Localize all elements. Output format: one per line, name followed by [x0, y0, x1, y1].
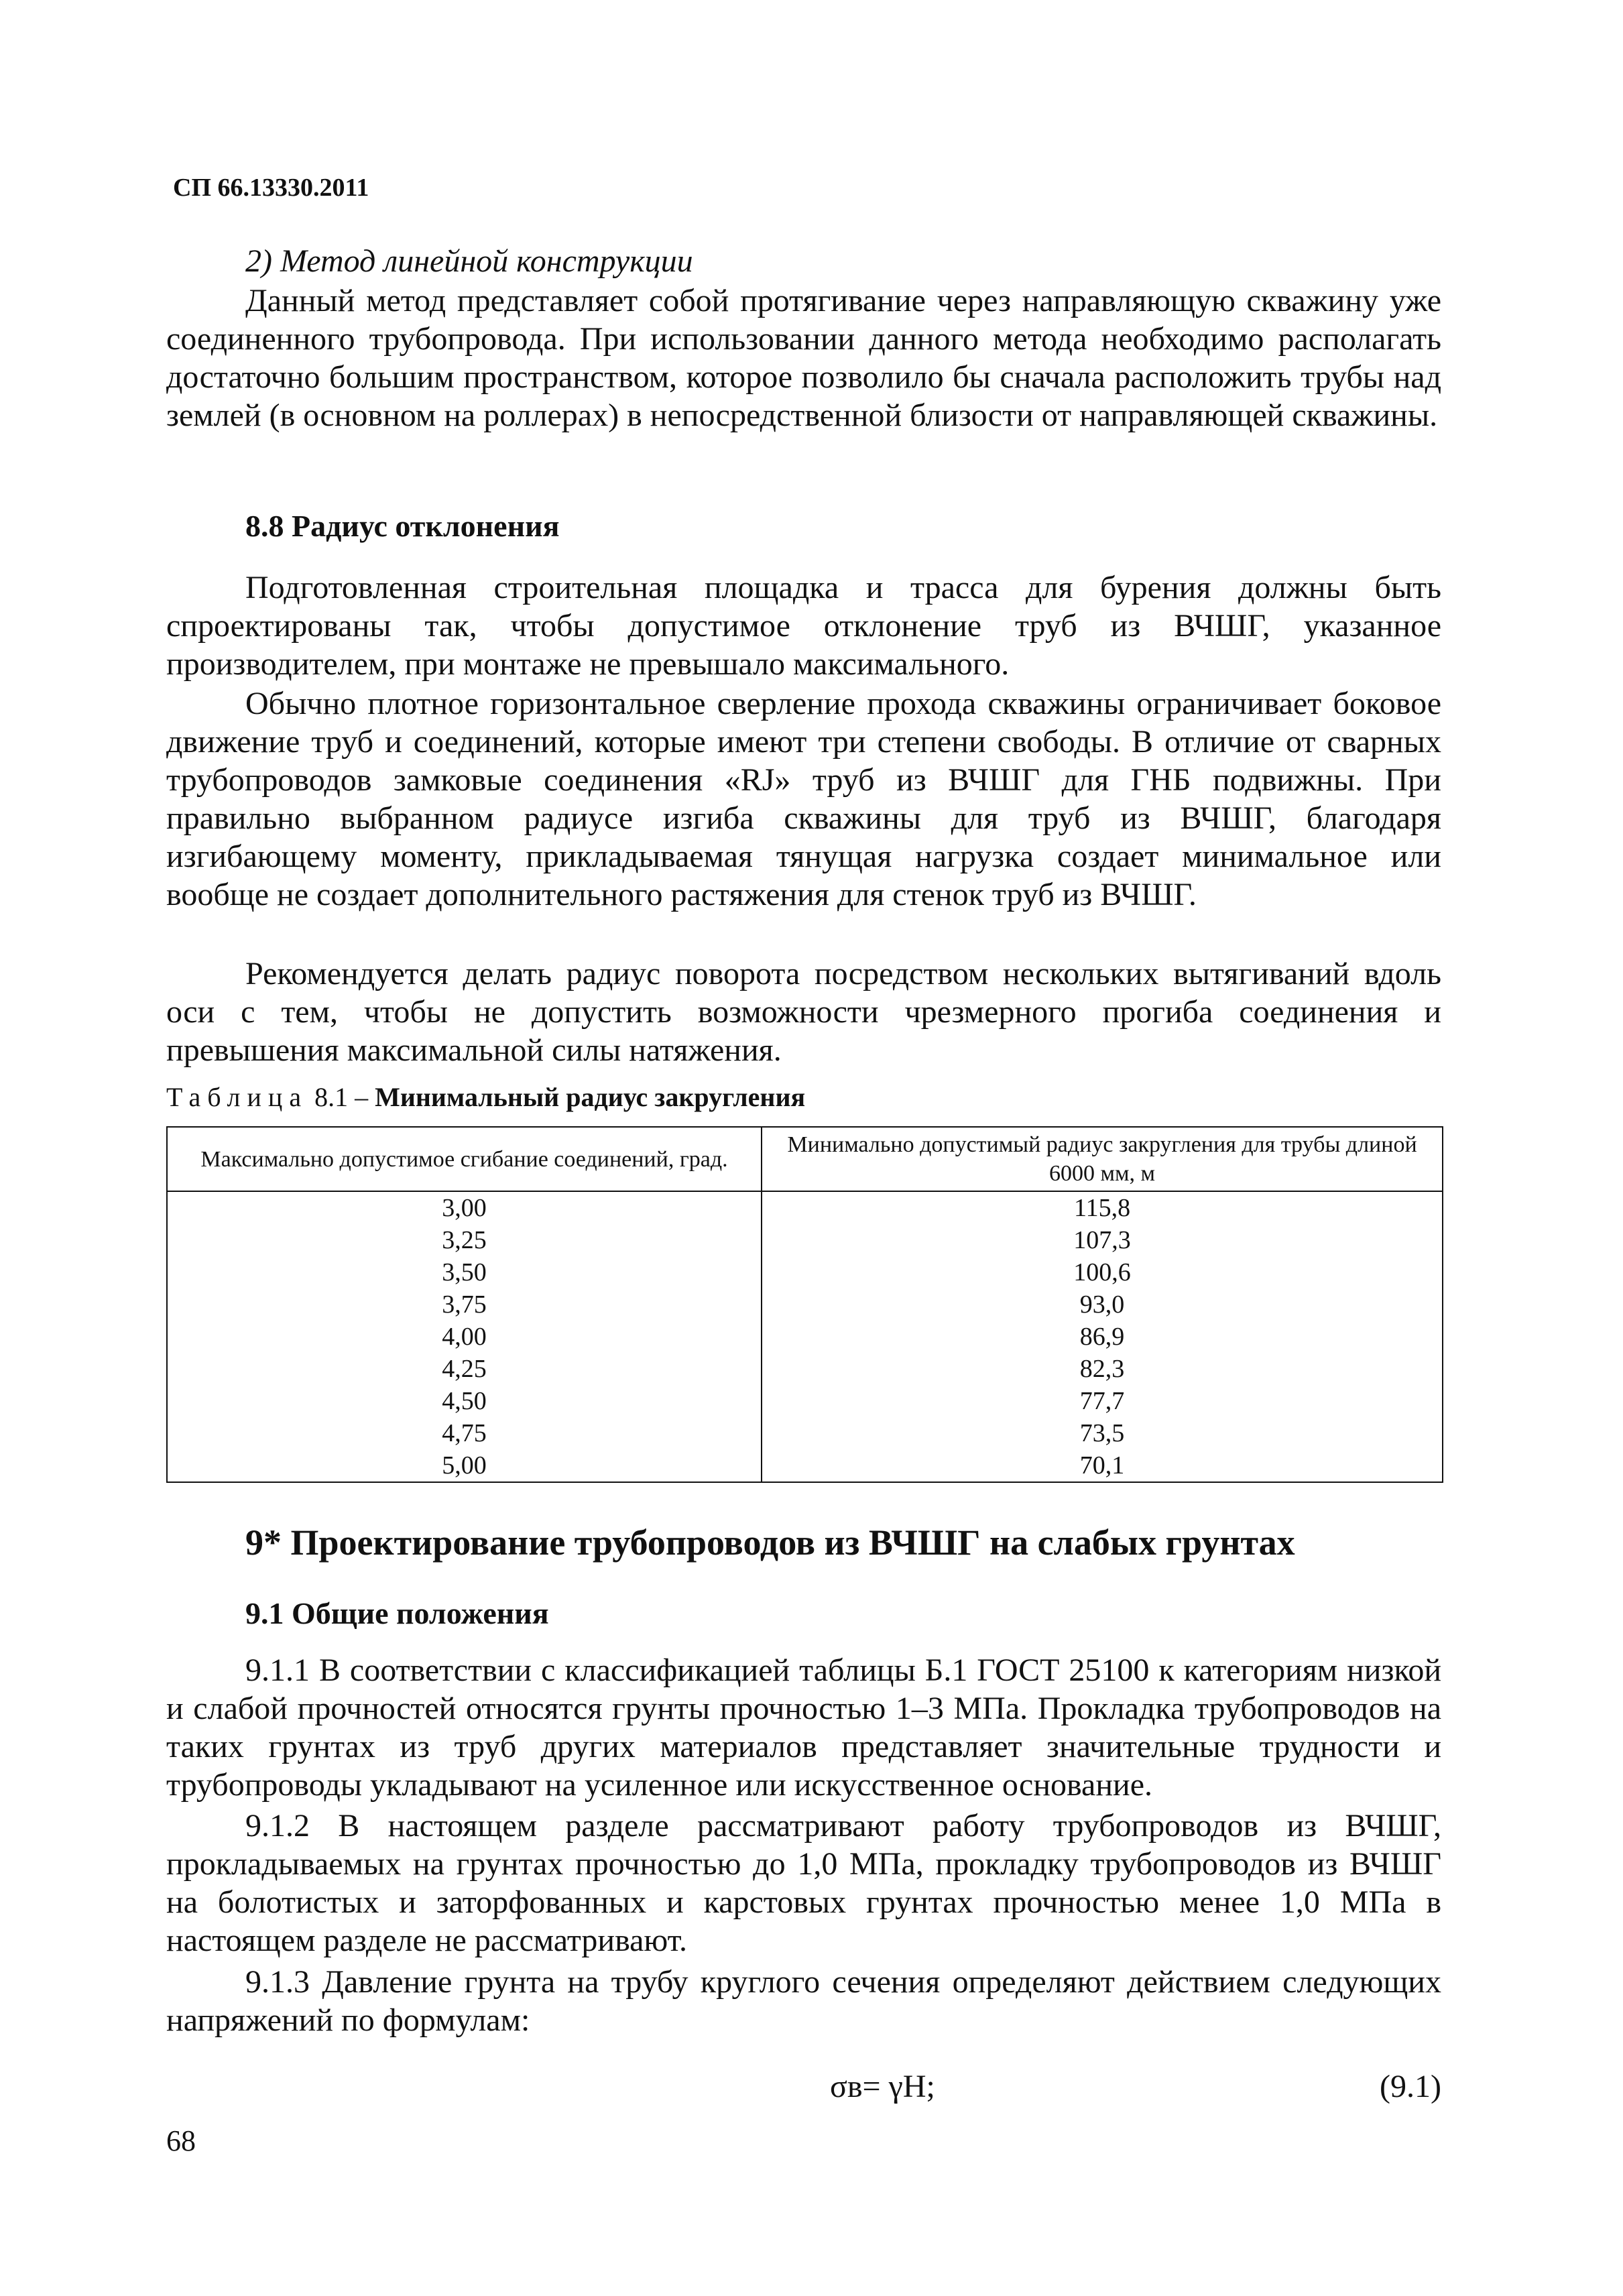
table-row: [167, 1353, 1443, 1385]
table-row: [167, 1191, 1443, 1224]
paragraph-linear-method: Данный метод представляет собой протягивание через направляющую скважину уже соединенного трубопровода. При использовании данного метода необходимо располагать достаточно большим пространством, которое позволило бы сначала расположить трубы над землей (в основном на роллерах) в непосредственной близости от направляющей скважины.: [166, 283, 1441, 433]
cell-bend: 4,75: [167, 1417, 762, 1449]
paragraph-9-1-3: 9.1.3 Давление грунта на трубу круглого сечения определяют действием следующих напряжений по формулам:: [166, 1964, 1441, 2038]
table-header-row: [167, 1127, 1443, 1191]
table-caption: [166, 1081, 805, 1113]
cell-radius: 115,8: [762, 1191, 1443, 1224]
table-row: [167, 1321, 1443, 1353]
table-caption-number: 8.1 –: [308, 1082, 375, 1112]
cell-radius: 73,5: [762, 1417, 1443, 1449]
paragraph-9-1-2: 9.1.2 В настоящем разделе рассматривают работу трубопроводов из ВЧШГ, прокладываемых на грунтах прочностью до 1,0 МПа, прокладку трубопроводов из ВЧШГ на болотистых и заторфованных и карстовых грунтах прочностью менее 1,0 МПа в настоящем разделе не рассматривают.: [166, 1808, 1441, 1958]
table-row: [167, 1385, 1443, 1417]
paragraph-9-1-1: 9.1.1 В соответствии с классификацией таблицы Б.1 ГОСТ 25100 к категориям низкой и слабой прочностей относятся грунты прочностью 1–3 МПа. Прокладка трубопроводов на таких грунтах из труб других материалов представляет значительные трудности и трубопроводы укладывают на усиленное или искусственное основание.: [166, 1652, 1441, 1803]
paragraph-8-8-3: Рекомендуется делать радиус поворота посредством нескольких вытягиваний вдоль оси с тем, чтобы не допустить возможности чрезмерного прогиба соединения и превышения максимальной силы натяжения.: [166, 956, 1441, 1068]
cell-radius: 107,3: [762, 1224, 1443, 1256]
cell-radius: 100,6: [762, 1256, 1443, 1288]
page-number: 68: [166, 2124, 196, 2157]
table-row: [167, 1449, 1443, 1482]
table-caption-title: Минимальный радиус закругления: [375, 1082, 806, 1112]
table-caption-prefix: Таблица: [166, 1082, 308, 1112]
cell-bend: 4,25: [167, 1353, 762, 1385]
radius-table: [166, 1126, 1443, 1483]
column-header-bend: Максимально допустимое сгибание соединений, град.: [167, 1127, 762, 1191]
cell-radius: 93,0: [762, 1288, 1443, 1321]
cell-bend: 3,25: [167, 1224, 762, 1256]
paragraph-8-8-2: Обычно плотное горизонтальное сверление прохода скважины ограничивает боковое движение труб и соединений, которые имеют три степени свободы. В отличие от сварных трубопроводов замковые соединения «RJ» труб из ВЧШГ для ГНБ подвижны. При правильно выбранном радиусе изгиба скважины для труб из ВЧШГ, благодаря изгибающему моменту, прикладываемая тянущая нагрузка создает минимальное или вообще не создает дополнительного растяжения для стенок труб из ВЧШГ.: [166, 686, 1441, 912]
paragraph-8-8-1: Подготовленная строительная площадка и трасса для бурения должны быть спроектированы так, чтобы допустимое отклонение труб из ВЧШГ, указанное производителем, при монтаже не превышало максимального.: [166, 570, 1441, 682]
table-row: [167, 1288, 1443, 1321]
column-header-radius: Минимально допустимый радиус закругления для трубы длиной 6000 мм, м: [762, 1127, 1443, 1191]
formula-expression: σв= γH;: [830, 2069, 935, 2104]
cell-radius: 70,1: [762, 1449, 1443, 1482]
table-row: [167, 1224, 1443, 1256]
cell-bend: 5,00: [167, 1449, 762, 1482]
formula-9-1: [166, 2068, 1441, 2108]
cell-radius: 86,9: [762, 1321, 1443, 1353]
cell-bend: 3,50: [167, 1256, 762, 1288]
cell-bend: 3,00: [167, 1191, 762, 1224]
section-title-9-1: 9.1 Общие положения: [245, 1596, 549, 1630]
cell-bend: 4,00: [167, 1321, 762, 1353]
document-code: СП 66.13330.2011: [173, 174, 369, 202]
chapter-title-9: 9* Проектирование трубопроводов из ВЧШГ на слабых грунтах: [245, 1522, 1295, 1563]
cell-bend: 4,50: [167, 1385, 762, 1417]
table-row: [167, 1256, 1443, 1288]
cell-radius: 82,3: [762, 1353, 1443, 1385]
section-title-8-8: 8.8 Радиус отклонения: [245, 509, 560, 543]
formula-number: (9.1): [1380, 2069, 1441, 2104]
cell-bend: 3,75: [167, 1288, 762, 1321]
subsection-title-linear-method: 2) Метод линейной конструкции: [245, 243, 693, 279]
cell-radius: 77,7: [762, 1385, 1443, 1417]
table-row: [167, 1417, 1443, 1449]
